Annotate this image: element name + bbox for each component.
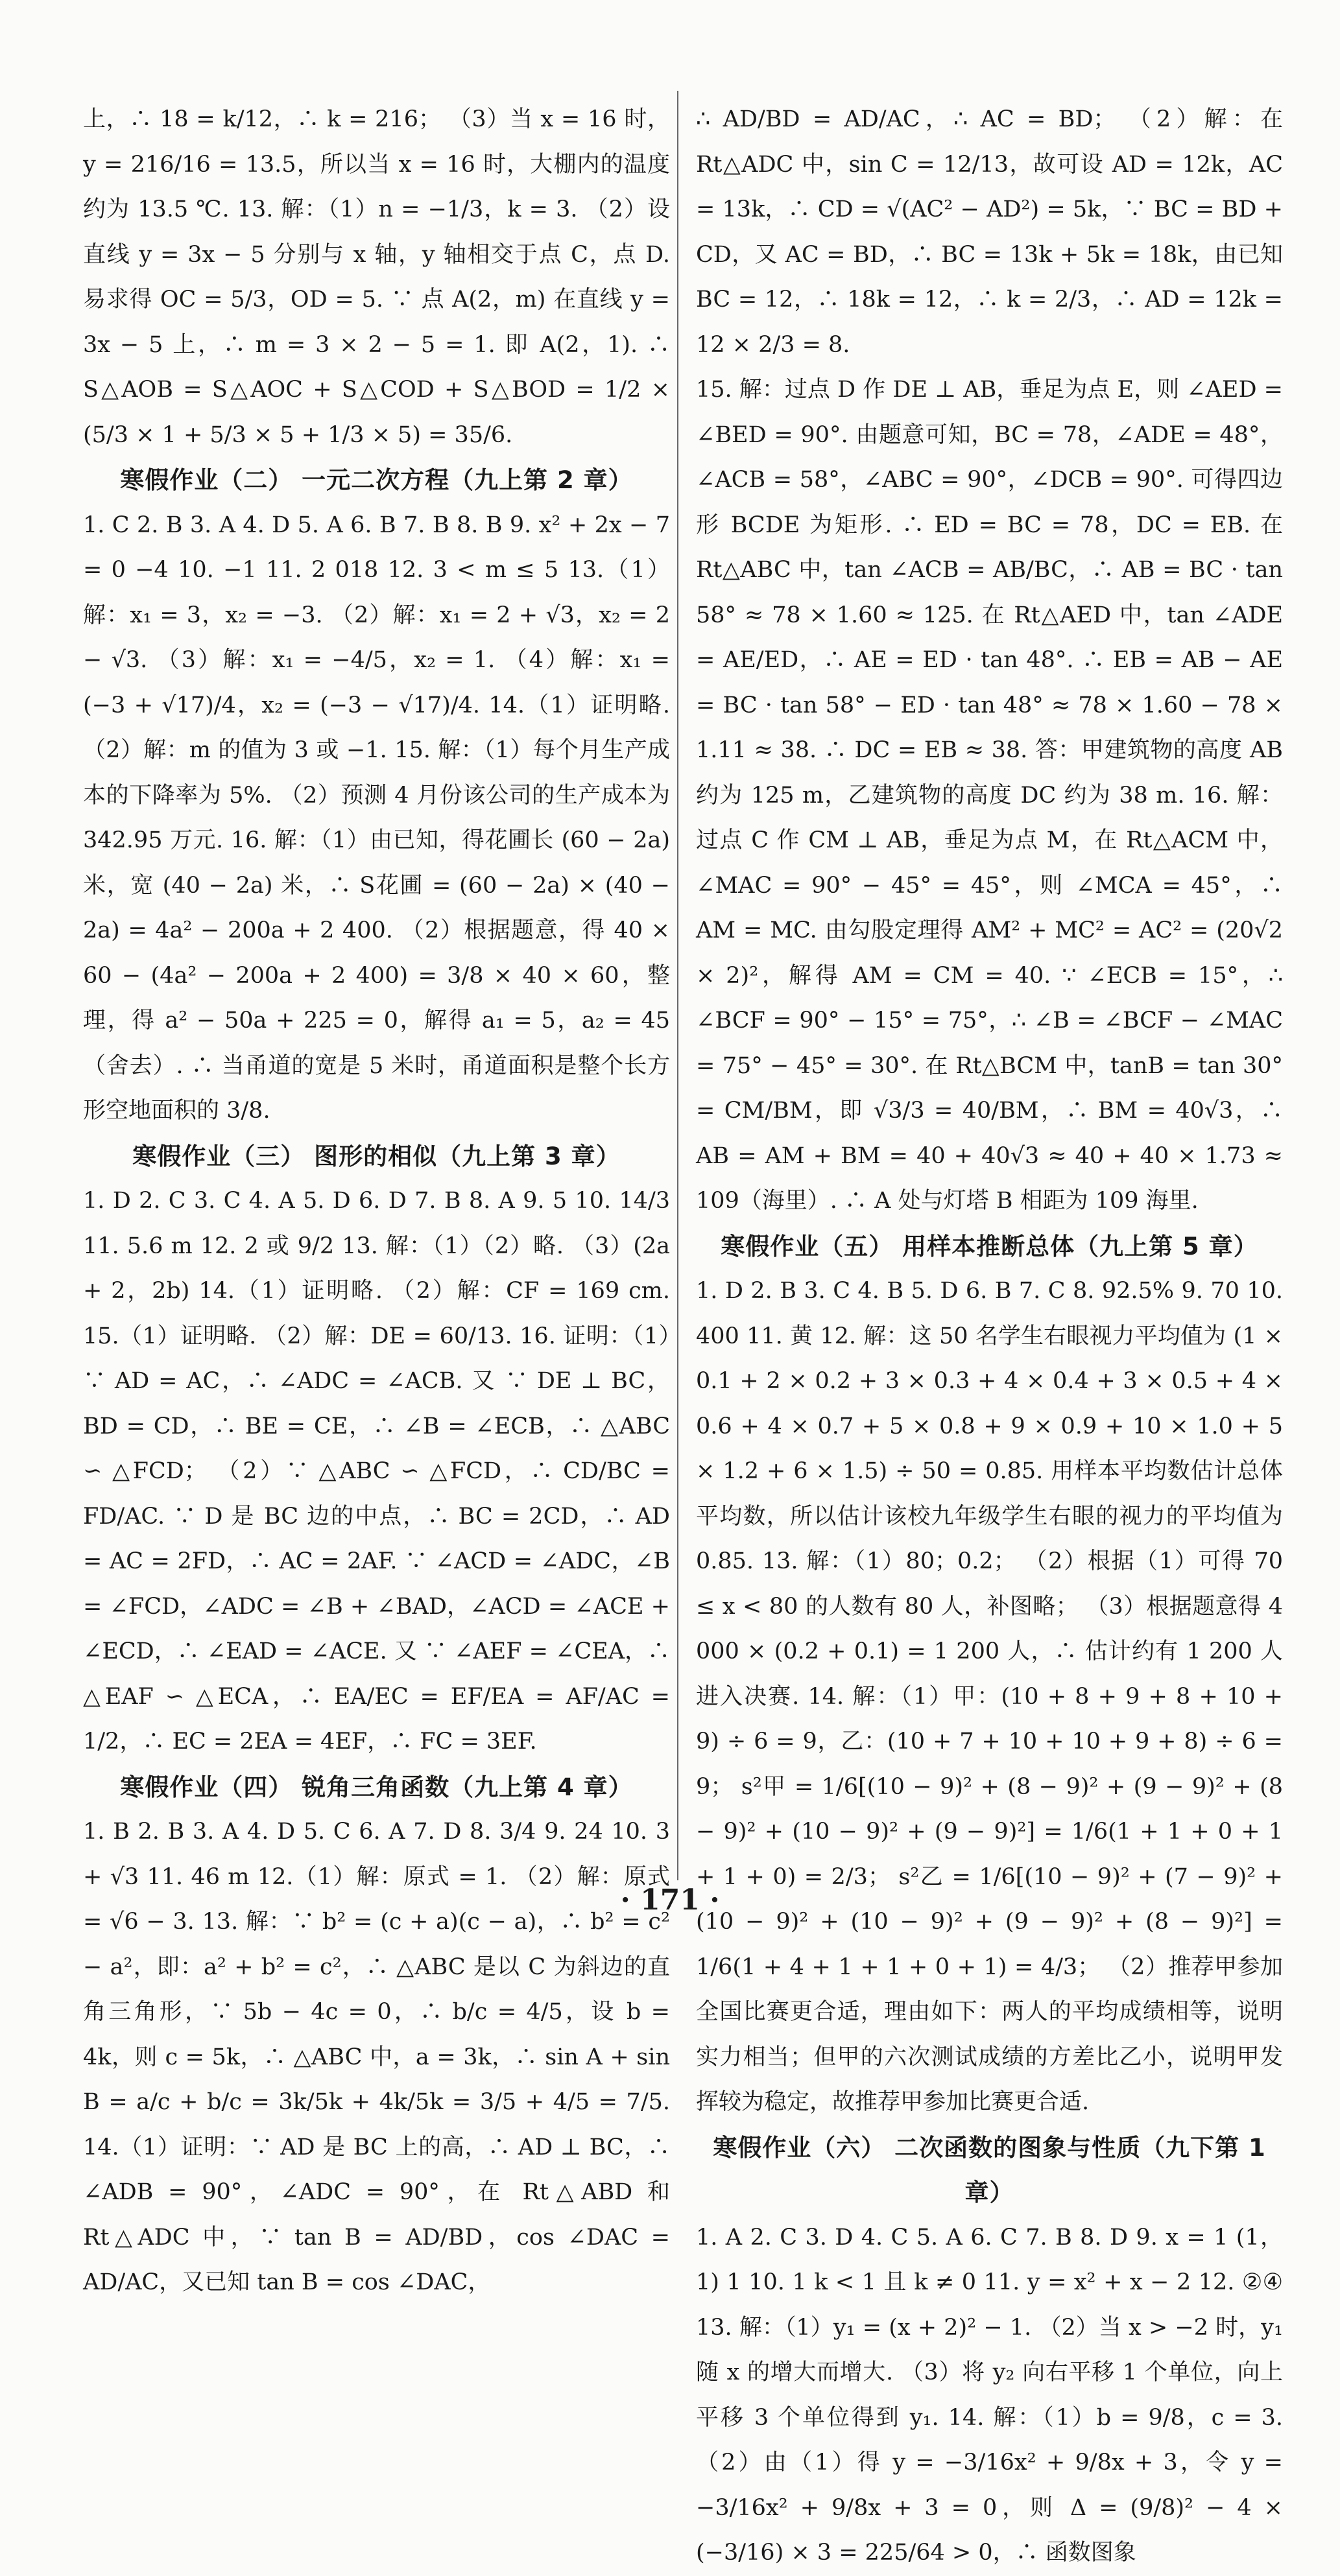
- section-title: 寒假作业（四） 锐角三角函数（九上第 4 章）: [120, 1773, 633, 1801]
- paragraph: ∴ AD/BD = AD/AC，∴ AC = BD； （2）解：在 Rt△ADC 中，sin C = 12/13，故可设 AD = 12k，AC = 13k，∴ CD = √(AC² − AD²) = 5k，∵ BC = BD + CD，又 AC = BD，∴ BC = 13k + 5k = 18k，由已知 BC = 12，∴ 18k = 12，∴ k = 2/3，∴ AD = 12k = 12 × 2/3 = 8.: [696, 106, 1283, 358]
- section-title: 寒假作业（三） 图形的相似（九上第 3 章）: [132, 1142, 621, 1170]
- column-divider: [677, 91, 678, 1880]
- paragraph: 1. D 2. C 3. C 4. A 5. D 6. D 7. B 8. A 9. 5 10. 14/3 11. 5.6 m 12. 2 或 9/2 13. 解：（1）（2）略. （3）(2a + 2，2b) 14.（1）证明略. （2）解：CF = 169 cm. 15.（1）证明略. （2）解：DE = 60/13. 16. 证明：（1）∵ AD = AC，∴ ∠ADC = ∠ACB. 又 ∵ DE ⊥ BC，BD = CD，∴ BE = CE，∴ ∠B = ∠ECB，∴ △ABC ∽ △FCD； （2）∵ △ABC ∽ △FCD，∴ CD/BC = FD/AC. ∵ D 是 BC 边的中点，∴ BC = 2CD，∴ AD = AC = 2FD，∴ AC = 2AF. ∵ ∠ACD = ∠ADC，∠B = ∠FCD，∠ADC = ∠B + ∠BAD，∠ACD = ∠ACE + ∠ECD，∴ ∠EAD = ∠ACE. 又 ∵ ∠AEF = ∠CEA，∴ △EAF ∽ △ECA，∴ EA/EC = EF/EA = AF/AC = 1/2，∴ EC = 2EA = 4EF，∴ FC = 3EF.: [83, 1188, 671, 1755]
- paragraph: 1. A 2. C 3. D 4. C 5. A 6. C 7. B 8. D 9. x = 1 (1，1) 1 10. 1 k < 1 且 k ≠ 0 11. y = x² + x − 2 12. ②④ 13. 解：（1）y₁ = (x + 2)² − 1. （2）当 x > −2 时，y₁ 随 x 的增大而增大. （3）将 y₂ 向右平移 1 个单位，向上平移 3 个单位得到 y₁. 14. 解：（1）b = 9/8，c = 3. （2）由（1）得 y = −3/16x² + 9/8x + 3，令 y = −3/16x² + 9/8x + 3 = 0，则 Δ = (9/8)² − 4 × (−3/16) × 3 = 225/64 > 0，∴ 函数图象: [696, 2224, 1283, 2566]
- page-number: · 171 ·: [620, 1884, 720, 1917]
- section-title: 寒假作业（五） 用样本推断总体（九上第 5 章）: [721, 1232, 1258, 1260]
- paragraph: 上，∴ 18 = k/12，∴ k = 216； （3）当 x = 16 时，y = 216/16 = 13.5，所以当 x = 16 时，大棚内的温度约为 13.5 ℃. 13. 解：（1）n = −1/3，k = 3. （2）设直线 y = 3x − 5 分别与 x 轴，y 轴相交于点 C，点 D. 易求得 OC = 5/3，OD = 5. ∵ 点 A(2，m) 在直线 y = 3x − 5 上，∴ m = 3 × 2 − 5 = 1. 即 A(2，1). ∴ S△AOB = S△AOC + S△COD + S△BOD = 1/2 × (5/3 × 1 + 5/3 × 5 + 1/3 × 5) = 35/6.: [83, 106, 670, 448]
- section-title: 寒假作业（二） 一元二次方程（九上第 2 章）: [120, 466, 633, 494]
- paragraph: 15. 解：过点 D 作 DE ⊥ AB，垂足为点 E，则 ∠AED = ∠BED = 90°. 由题意可知，BC = 78，∠ADE = 48°，∠ACB = 58°，∠ABC = 90°，∠DCB = 90°. 可得四边形 BCDE 为矩形. ∴ ED = BC = 78，DC = EB. 在 Rt△ABC 中，tan ∠ACB = AB/BC，∴ AB = BC · tan 58° ≈ 78 × 1.60 ≈ 125. 在 Rt△AED 中，tan ∠ADE = AE/ED，∴ AE = ED · tan 48°. ∴ EB = AB − AE = BC · tan 58° − ED · tan 48° ≈ 78 × 1.60 − 78 × 1.11 ≈ 38. ∴ DC = EB ≈ 38. 答：甲建筑物的高度 AB 约为 125 m，乙建筑物的高度 DC 约为 38 m. 16. 解：过点 C 作 CM ⊥ AB，垂足为点 M，在 Rt△ACM 中，∠MAC = 90° − 45° = 45°，则 ∠MCA = 45°，∴ AM = MC. 由勾股定理得 AM² + MC² = AC² = (20√2 × 2)²，解得 AM = CM = 40. ∵ ∠ECB = 15°，∴ ∠BCF = 90° − 15° = 75°，∴ ∠B = ∠BCF − ∠MAC = 75° − 45° = 30°. 在 Rt△BCM 中，tanB = tan 30° = CM/BM，即 √3/3 = 40/BM，∴ BM = 40√3，∴ AB = AM + BM = 40 + 40√3 ≈ 40 + 40 × 1.73 ≈ 109（海里）. ∴ A 处与灯塔 B 相距为 109 海里.: [696, 377, 1283, 1214]
- section-title: 寒假作业（六） 二次函数的图象与性质（九下第 1 章）: [713, 2133, 1266, 2206]
- left-column: [83, 97, 670, 2306]
- paragraph: 1. C 2. B 3. A 4. D 5. A 6. B 7. B 8. B 9. x² + 2x − 7 = 0 −4 10. −1 11. 2 018 12. 3 < m ≤ 5 13.（1）解：x₁ = 3，x₂ = −3. （2）解：x₁ = 2 + √3，x₂ = 2 − √3. （3）解：x₁ = −4/5，x₂ = 1. （4）解：x₁ = (−3 + √17)/4，x₂ = (−3 − √17)/4. 14.（1）证明略. （2）解：m 的值为 3 或 −1. 15. 解：（1）每个月生产成本的下降率为 5%. （2）预测 4 月份该公司的生产成本为 342.95 万元. 16. 解：（1）由已知，得花圃长 (60 − 2a) 米，宽 (40 − 2a) 米，∴ S花圃 = (60 − 2a) × (40 − 2a) = 4a² − 200a + 2 400. （2）根据题意，得 40 × 60 − (4a² − 200a + 2 400) = 3/8 × 40 × 60，整理，得 a² − 50a + 225 = 0，解得 a₁ = 5，a₂ = 45（舍去）. ∴ 当甬道的宽是 5 米时，甬道面积是整个长方形空地面积的 3/8.: [83, 512, 670, 1124]
- right-column: [696, 97, 1283, 2576]
- paragraph: 1. B 2. B 3. A 4. D 5. C 6. A 7. D 8. 3/4 9. 24 10. 3 + √3 11. 46 m 12.（1）解：原式 = 1. （2）解：原式 = √6 − 3. 13. 解：∵ b² = (c + a)(c − a)，∴ b² = c² − a²，即：a² + b² = c²，∴ △ABC 是以 C 为斜边的直角三角形，∵ 5b − 4c = 0，∴ b/c = 4/5，设 b = 4k，则 c = 5k，∴ △ABC 中，a = 3k，∴ sin A + sin B = a/c + b/c = 3k/5k + 4k/5k = 3/5 + 4/5 = 7/5. 14.（1）证明：∵ AD 是 BC 上的高，∴ AD ⊥ BC，∴ ∠ADB = 90°，∠ADC = 90°，在 Rt△ABD 和 Rt△ADC 中，∵ tan B = AD/BD，cos ∠DAC = AD/AC，又已知 tan B = cos ∠DAC，: [83, 1819, 670, 2295]
- paragraph: 1. D 2. B 3. C 4. B 5. D 6. B 7. C 8. 92.5% 9. 70 10. 400 11. 黄 12. 解：这 50 名学生右眼视力平均值为 (1 × 0.1 + 2 × 0.2 + 3 × 0.3 + 4 × 0.4 + 3 × 0.5 + 4 × 0.6 + 4 × 0.7 + 5 × 0.8 + 9 × 0.9 + 10 × 1.0 + 5 × 1.2 + 6 × 1.5) ÷ 50 = 0.85. 用样本平均数估计总体平均数，所以估计该校九年级学生右眼的视力的平均值为 0.85. 13. 解：（1）80；0.2； （2）根据（1）可得 70 ≤ x < 80 的人数有 80 人，补图略； （3）根据题意得 4 000 × (0.2 + 0.1) = 1 200 人，∴ 估计约有 1 200 人进入决赛. 14. 解：（1）甲：(10 + 8 + 9 + 8 + 10 + 9) ÷ 6 = 9，乙：(10 + 7 + 10 + 10 + 9 + 8) ÷ 6 = 9； s²甲 = 1/6[(10 − 9)² + (8 − 9)² + (9 − 9)² + (8 − 9)² + (10 − 9)² + (9 − 9)²] = 1/6(1 + 1 + 0 + 1 + 1 + 0) = 2/3； s²乙 = 1/6[(10 − 9)² + (7 − 9)² + (10 − 9)² + (10 − 9)² + (9 − 9)² + (8 − 9)²] = 1/6(1 + 4 + 1 + 1 + 0 + 1) = 4/3； （2）推荐甲参加全国比赛更合适，理由如下：两人的平均成绩相等，说明实力相当；但甲的六次测试成绩的方差比乙小，说明甲发挥较为稳定，故推荐甲参加比赛更合适.: [696, 1278, 1283, 2115]
